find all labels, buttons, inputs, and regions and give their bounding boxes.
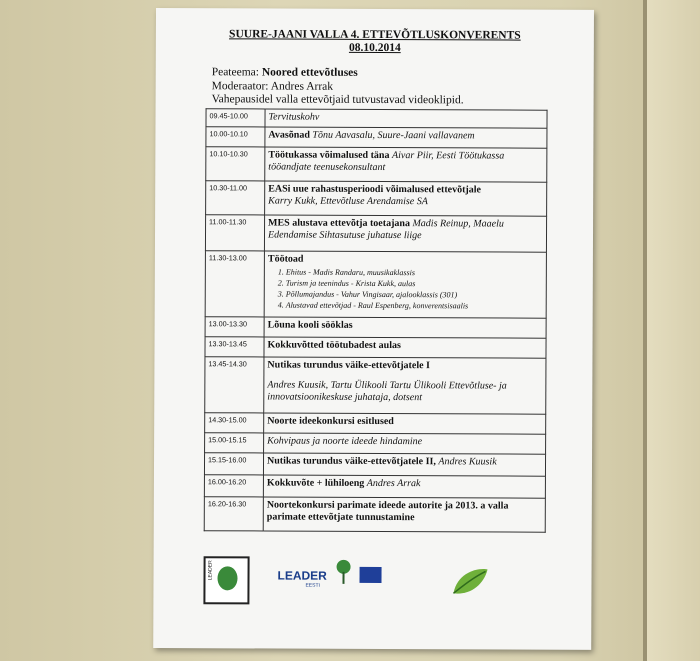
row-title: Lõuna kooli sööklas: [267, 319, 353, 331]
moderator-label: Moderaator:: [211, 79, 269, 92]
row-time: 10.00-10.10: [206, 127, 265, 147]
row-title: Nutikas turundus väike-ettevõtjatele II,: [267, 455, 436, 468]
poster: [153, 8, 594, 650]
row-title: EASi uue rahastusperioodi võimalused ettevõtjale: [268, 183, 482, 196]
row-title: Noortekonkursi parimate ideede autorite ja 2013. a valla parimate ettevõtjate tunnustamine: [266, 499, 509, 524]
row-title: Kokkuvõtted töötubadest aulas: [267, 339, 401, 352]
leaf-icon: [217, 566, 237, 590]
row-title: Töötukassa võimalused täna: [268, 149, 390, 162]
table-row: [206, 109, 547, 128]
table-row: [205, 433, 546, 454]
leader-eesti-text: LEADER: [277, 568, 327, 583]
intro-note: Vahepausidel valla ettevõtjaid tutvustavad videoklipid.: [211, 93, 464, 107]
table-row: [205, 317, 546, 338]
moderator-value: Andres Arrak: [270, 80, 334, 93]
tree-icon: [333, 559, 353, 585]
row-time: 11.30-13.00: [205, 251, 264, 317]
poster-title: [156, 28, 594, 56]
door: [647, 0, 700, 661]
row-time: 13.30-13.45: [205, 337, 264, 357]
list-item: 3. Põllumajandus - Vahur Vingisaar, ajalooklassis (301): [286, 289, 543, 301]
eu-flag-icon: [359, 567, 381, 583]
table-row: [204, 497, 545, 532]
row-detail: Kohvipaus ja noorte ideede hindamine: [267, 435, 423, 448]
title-line-1: SUURE-JAANI VALLA 4. ETTEVÕTLUSKONVERENTS: [229, 28, 521, 42]
row-title: Kokkuvõte + lühiloeng: [266, 477, 365, 489]
list-item: 2. Turism ja teenindus - Krista Kukk, aulas: [286, 278, 543, 290]
row-title: Nutikas turundus väike-ettevõtjatele I: [267, 359, 430, 372]
row-time: 14.30-15.00: [205, 413, 264, 433]
table-row: [205, 251, 546, 318]
row-time: 10.30-11.00: [206, 181, 265, 215]
schedule-table: [204, 108, 548, 532]
row-detail: Andres Kuusik: [438, 456, 497, 468]
leader-logo: [203, 556, 249, 604]
row-time: 16.20-16.30: [204, 497, 263, 531]
table-row: [206, 181, 547, 216]
table-row: [205, 337, 546, 358]
row-time: 15.00-15.15: [205, 433, 264, 453]
row-time: 13.00-13.30: [205, 317, 264, 337]
table-row: [204, 475, 545, 498]
leader-eesti-logo: [277, 559, 385, 595]
table-row: [206, 147, 547, 182]
row-title: Avasõnad: [268, 129, 310, 141]
row-title: Noorte ideekonkursi esitlused: [267, 415, 394, 428]
list-item: 1. Ehitus - Madis Randaru, muusikaklassis: [286, 267, 543, 279]
row-detail: Tõnu Aavasalu, Suure-Jaani vallavanem: [312, 129, 475, 142]
leaf-logo-icon: [449, 565, 491, 597]
title-line-2: 08.10.2014: [348, 41, 401, 55]
row-time: 11.00-11.30: [205, 215, 264, 251]
row-detail: Andres Arrak: [366, 477, 421, 490]
table-row: [206, 127, 547, 148]
list-item: 4. Alustavad ettevõtjad - Raul Espenberg, konverentsisaalis: [286, 300, 543, 312]
row-detail: Karry Kukk, Ettevõtluse Arendamise SA: [268, 195, 428, 208]
theme-label: Peateema:: [211, 66, 260, 79]
table-row: [205, 357, 546, 414]
table-row: [204, 453, 545, 476]
leader-eesti-sub: EESTI: [305, 582, 320, 589]
table-row: [205, 413, 546, 434]
row-title: Töötoad: [267, 253, 304, 265]
row-detail: Madis Reinup, Maaelu Edendamise Sihtasutuse juhatuse liige: [267, 218, 504, 242]
leader-logo-text: LEADER: [207, 560, 214, 581]
row-time: 13.45-14.30: [205, 357, 264, 413]
row-time: 10.10-10.30: [206, 147, 265, 181]
row-time: 16.00-16.20: [204, 475, 263, 497]
theme-value: Noored ettevõtluses: [261, 66, 358, 79]
workshop-list: [268, 266, 543, 311]
row-time: 09.45-10.00: [206, 109, 265, 127]
row-detail: Andres Kuusik, Tartu Ülikooli Tartu Ülikooli Ettevõtluse- ja innovatsioonikeskuse juhataja, dotsent: [267, 379, 507, 404]
row-time: 15.15-16.00: [204, 453, 263, 475]
row-detail: Tervituskohv: [268, 111, 320, 123]
intro: [212, 66, 464, 108]
row-title: MES alustava ettevõtja toetajana: [268, 217, 411, 230]
row-detail: Aivar Piir, Eesti Töötukassa tööandjate teenusekonsultant: [268, 150, 505, 174]
table-row: [205, 215, 546, 252]
